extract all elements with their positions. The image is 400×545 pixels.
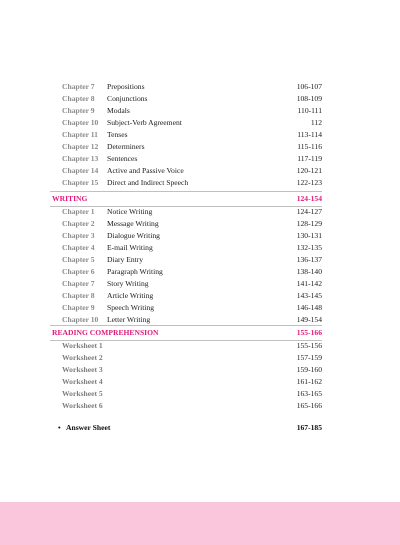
chapter-label: Chapter 5 (62, 255, 95, 264)
worksheet-pages: 157-159 (296, 353, 322, 362)
chapter-pages: 136-137 (296, 255, 322, 264)
chapter-title: Paragraph Writing (107, 267, 163, 276)
chapter-title: Conjunctions (107, 94, 148, 103)
worksheet-pages: 161-162 (296, 377, 322, 386)
worksheet-pages: 159-160 (296, 365, 322, 374)
chapter-pages: 115-116 (297, 142, 322, 151)
chapter-pages: 117-119 (297, 154, 322, 163)
worksheet-pages: 155-156 (296, 341, 322, 350)
chapter-label: Chapter 4 (62, 243, 95, 252)
chapter-label: Chapter 13 (62, 154, 99, 163)
chapter-label: Chapter 7 (62, 82, 95, 91)
chapter-title: Diary Entry (107, 255, 144, 264)
toc-entry (62, 129, 322, 141)
chapter-pages: 124-127 (296, 207, 322, 216)
worksheet-label: Worksheet 3 (62, 365, 103, 374)
chapter-pages: 138-140 (296, 267, 322, 276)
chapter-pages: 130-131 (296, 231, 322, 240)
toc-entry (62, 141, 322, 153)
worksheet-label: Worksheet 2 (62, 353, 103, 362)
chapter-pages: 112 (310, 118, 322, 127)
section-header-reading-comprehension (50, 325, 322, 341)
chapter-label: Chapter 10 (62, 315, 99, 324)
section-pages: 124-154 (296, 194, 322, 203)
answer-sheet-pages: 167-185 (296, 423, 322, 432)
toc-entry (62, 81, 322, 93)
chapter-pages: 120-121 (296, 166, 322, 175)
toc-entry (62, 278, 322, 290)
toc-entry (62, 242, 322, 254)
answer-sheet-entry (58, 422, 322, 434)
chapter-title: Notice Writing (107, 207, 153, 216)
chapter-label: Chapter 11 (62, 130, 98, 139)
chapter-label: Chapter 9 (62, 106, 95, 115)
chapter-title: Active and Passive Voice (107, 166, 184, 175)
worksheet-label: Worksheet 5 (62, 389, 103, 398)
chapter-title: Article Writing (107, 291, 154, 300)
chapter-pages: 141-142 (296, 279, 322, 288)
section-title: WRITING (52, 194, 88, 203)
toc-entry (62, 153, 322, 165)
toc-entry (62, 254, 322, 266)
chapter-title: Modals (107, 106, 130, 115)
chapter-pages: 149-154 (296, 315, 322, 324)
chapter-pages: 122-123 (296, 178, 322, 187)
toc-entry (62, 218, 322, 230)
chapter-label: Chapter 9 (62, 303, 95, 312)
chapter-label: Chapter 6 (62, 267, 95, 276)
chapter-title: Message Writing (107, 219, 159, 228)
toc-entry (62, 177, 322, 189)
toc-entry (62, 165, 322, 177)
chapter-label: Chapter 14 (62, 166, 99, 175)
bullet: • (58, 423, 61, 432)
chapter-pages: 108-109 (296, 94, 322, 103)
chapter-label: Chapter 8 (62, 291, 95, 300)
chapter-title: Speech Writing (107, 303, 155, 312)
chapter-label: Chapter 15 (62, 178, 99, 187)
toc-entry (62, 230, 322, 242)
answer-sheet-label: Answer Sheet (66, 423, 111, 432)
chapter-pages: 143-145 (296, 291, 322, 300)
chapter-title: E-mail Writing (107, 243, 153, 252)
toc-entry (62, 93, 322, 105)
footer-band (0, 502, 400, 545)
chapter-label: Chapter 1 (62, 207, 95, 216)
worksheet-pages: 163-165 (296, 389, 322, 398)
chapter-title: Direct and Indirect Speech (107, 178, 189, 187)
chapter-label: Chapter 3 (62, 231, 95, 240)
chapter-title: Sentences (107, 154, 138, 163)
toc-entry (62, 388, 322, 400)
worksheet-label: Worksheet 1 (62, 341, 103, 350)
worksheet-pages: 165-166 (296, 401, 322, 410)
toc-entry (62, 206, 322, 218)
chapter-label: Chapter 10 (62, 118, 99, 127)
worksheet-label: Worksheet 6 (62, 401, 103, 410)
toc-entry (62, 400, 322, 412)
chapter-pages: 146-148 (296, 303, 322, 312)
toc-entry (62, 266, 322, 278)
chapter-title: Prepositions (107, 82, 145, 91)
toc-entry (62, 364, 322, 376)
toc-entry (62, 340, 322, 352)
worksheet-label: Worksheet 4 (62, 377, 103, 386)
toc-entry (62, 105, 322, 117)
chapter-title: Determiners (107, 142, 145, 151)
chapter-pages: 110-111 (297, 106, 322, 115)
section-pages: 155-166 (296, 328, 322, 337)
toc-entry (62, 290, 322, 302)
chapter-label: Chapter 8 (62, 94, 95, 103)
section-header-writing (50, 191, 322, 207)
toc-entry (62, 302, 322, 314)
chapter-label: Chapter 2 (62, 219, 95, 228)
toc-entry (62, 352, 322, 364)
chapter-title: Letter Writing (107, 315, 151, 324)
section-title: READING COMPREHENSION (52, 328, 159, 337)
chapter-pages: 128-129 (296, 219, 322, 228)
chapter-label: Chapter 12 (62, 142, 99, 151)
chapter-pages: 132-135 (296, 243, 322, 252)
chapter-pages: 113-114 (297, 130, 322, 139)
toc-entry (62, 376, 322, 388)
chapter-pages: 106-107 (296, 82, 322, 91)
chapter-title: Dialogue Writing (107, 231, 160, 240)
chapter-title: Tenses (107, 130, 128, 139)
toc-entry (62, 117, 322, 129)
chapter-title: Subject-Verb Agreement (107, 118, 182, 127)
chapter-title: Story Writing (107, 279, 149, 288)
chapter-label: Chapter 7 (62, 279, 95, 288)
